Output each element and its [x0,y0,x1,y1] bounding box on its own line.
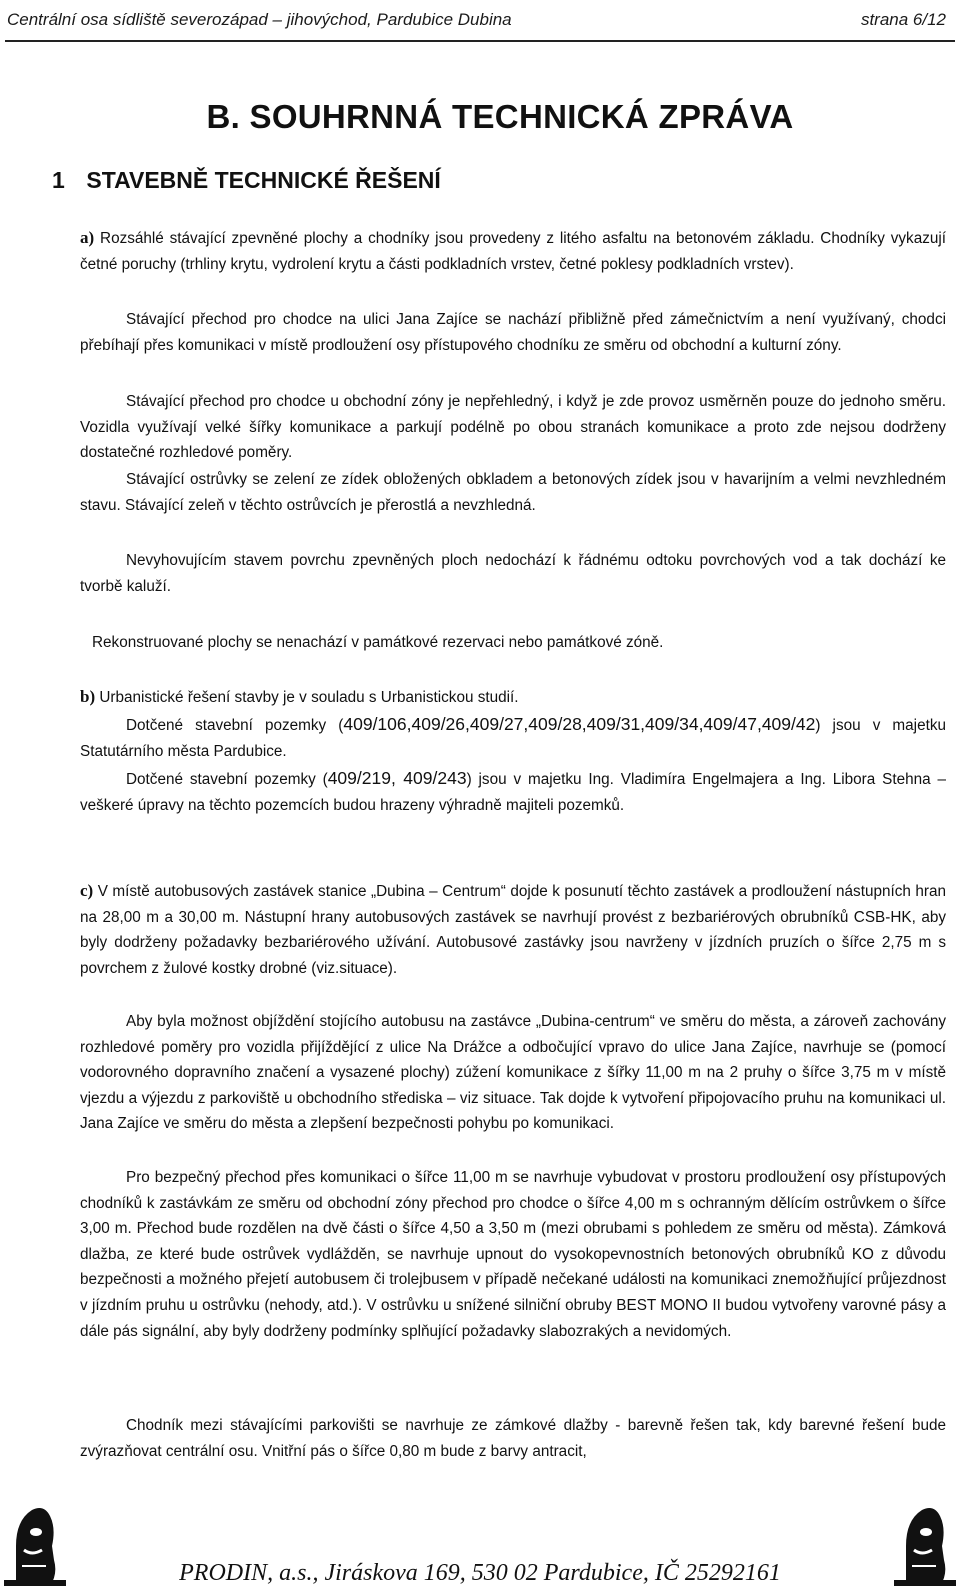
page-header [0,0,960,44]
section-number: 1 [52,167,65,193]
parcels-city-suffix: ) jsou v majetku Statutárního města Pardubice. [80,717,946,760]
list-marker-c: c) [80,881,94,900]
paragraph-b-text: Urbanistické řešení stavby je v souladu s Urbanistickou studií. [99,689,519,706]
paragraph-sidewalk-paving: Chodník mezi stávajícími parkovišti se navrhuje ze zámkové dlažby - barevně řešen tak, kdy barevné řešení bude zvýrazňovat centrální osu. Vnitřní pás o šířce 0,80 m bude z barvy antracit, [80,1417,946,1460]
paragraph-a [80,225,946,277]
list-marker-a: a) [80,228,95,247]
paragraph-heritage: Rekonstruované plochy se nenachází v památkové rezervaci nebo památkové zóně. [92,634,664,651]
prodin-logo-icon [892,1502,958,1588]
paragraph-crossing-commercial-zone: Stávající přechod pro chodce u obchodní zóny je nepřehledný, i když je zde provoz usměrněn pouze do jednoho směru. Vozidla využívají velké šířky komunikace a parkují podélně po obou stranách komunikace a proto zde nejsou dodrženy dostatečné rozhledové poměry. [80,393,946,462]
section-heading [52,167,441,194]
paragraph-drainage: Nevyhovujícím stavem povrchu zpevněných ploch nedochází k řádnému odtoku povrchových vod a tak dochází ke tvorbě kaluží. [80,552,946,595]
header-location: Centrální osa sídliště severozápad – jihovýchod, Pardubice Dubina [7,10,512,29]
parcels-private-list: 409/219, 409/243 [327,768,467,788]
paragraph-c [80,878,946,981]
footer-company: PRODIN, a.s., Jiráskova 169, 530 02 Pardubice, IČ 25292161 [179,1560,781,1586]
section-title: STAVEBNĚ TECHNICKÉ ŘEŠENÍ [86,167,441,193]
paragraph-b [80,684,946,711]
paragraph-parcels-private [80,766,946,818]
parcels-private-suffix: ) jsou v majetku Ing. Vladimíra Engelmajera a Ing. Libora Stehna – veškeré úpravy na těchto pozemcích budou hrazeny výhradně majiteli pozemků. [80,771,946,814]
parcels-city-list: 409/106,409/26,409/27,409/28,409/31,409/34,409/47,409/42 [343,714,816,734]
paragraph-a-text: Rozsáhlé stávající zpevněné plochy a chodníky jsou provedeny z litého asfaltu na betonovém základu. Chodníky vykazují četné poruchy (trhliny krytu, vydrolení krytu a části podkladních vrstev, četné poklesy podkladních vrstev). [80,230,947,273]
parcels-city-prefix: Dotčené stavební pozemky ( [126,717,344,734]
paragraph-parcels-city [80,712,946,764]
paragraph-bus-bypass: Aby byla možnost objíždění stojícího autobusu na zastávce „Dubina-centrum“ ve směru do města, a zároveň zachovány rozhledové poměry pro vozidla přijíždějící z ulice Na Drážce a odbočující vpravo do ulice Jana Zajíce, navrhuje se (pomocí vodorovného dopravního značení a vysazené plochy) zúžení komunikace z šířky 11,00 m na 2 pruhy o šířce 3,75 m v místě vjezdu a výjezdu z parkoviště u obchodního střediska – viz situace. Tak dojde k vytvoření připojovacího pruhu na komunikaci ul. Jana Zajíce ve směru do města a zlepšení bezpečnosti pohybu po komunikaci. [80,1013,946,1133]
list-marker-b: b) [80,687,96,706]
page-number: strana 6/12 [860,10,946,29]
header-divider [5,40,955,42]
paragraph-crossing-jana-zajice: Stávající přechod pro chodce na ulici Jana Zajíce se nachází přibližně před zámečnictvím a není využívaný, chodci přebíhají přes komunikaci v místě prodloužení osy přístupového chodníku ze směru od obchodní a kulturní zóny. [80,311,946,354]
page-footer [0,1488,960,1593]
paragraph-islands: Stávající ostrůvky se zelení ze zídek obložených obkladem a betonových zídek jsou v havarijním a velmi nevzhledném stavu. Stávající zeleň v těchto ostrůvcích je přerostlá a nevzhledná. [80,471,946,514]
parcels-private-prefix: Dotčené stavební pozemky ( [126,771,328,788]
document-title: B. SOUHRNNÁ TECHNICKÁ ZPRÁVA [206,98,794,135]
paragraph-c-text: V místě autobusových zastávek stanice „Dubina – Centrum“ dojde k posunutí těchto zastávek a prodloužení nástupních hran na 28,00 m a 30,00 m. Nástupní hrany autobusových zastávek se navrhují provést z bezbariérových obrubníků CSB-HK, aby byly dodrženy požadavky bezbariérového užívání. Autobusové zastávky jsou navrženy v jízdních pruzích o šířce 2,75 m s povrchem z žulové kostky drobné (viz.situace). [80,883,946,977]
paragraph-safe-crossing: Pro bezpečný přechod přes komunikaci o šířce 11,00 m se navrhuje vybudovat v prostoru prodloužení osy přístupových chodníků k zastávkám ze směru od obchodní zóny přechod pro chodce o šířce 4,00 m s ochranným dělícím ostrůvkem o šířce 3,00 m. Přechod bude rozdělen na dvě části o šířce 4,50 a 3,50 m (mezi obrubami s pohledem ze směru od města). Zámková dlažba, ze které bude ostrůvek vydlážděn, se navrhuje upnout do vysokopevnostních betonových obrubníků KO z důvodu bezpečnosti a možného přejetí autobusem či trolejbusem v případě nečekané události na komunikaci znemožňující průjezdnost v jízdním pruhu u ostrůvku (nehody, atd.). V ostrůvku u snížené silniční obruby BEST MONO II budou vytvořeny varovné pásy a dále pás signální, aby byly dodrženy podmínky splňující požadavky slabozrakých a nevidomých. [80,1169,946,1340]
